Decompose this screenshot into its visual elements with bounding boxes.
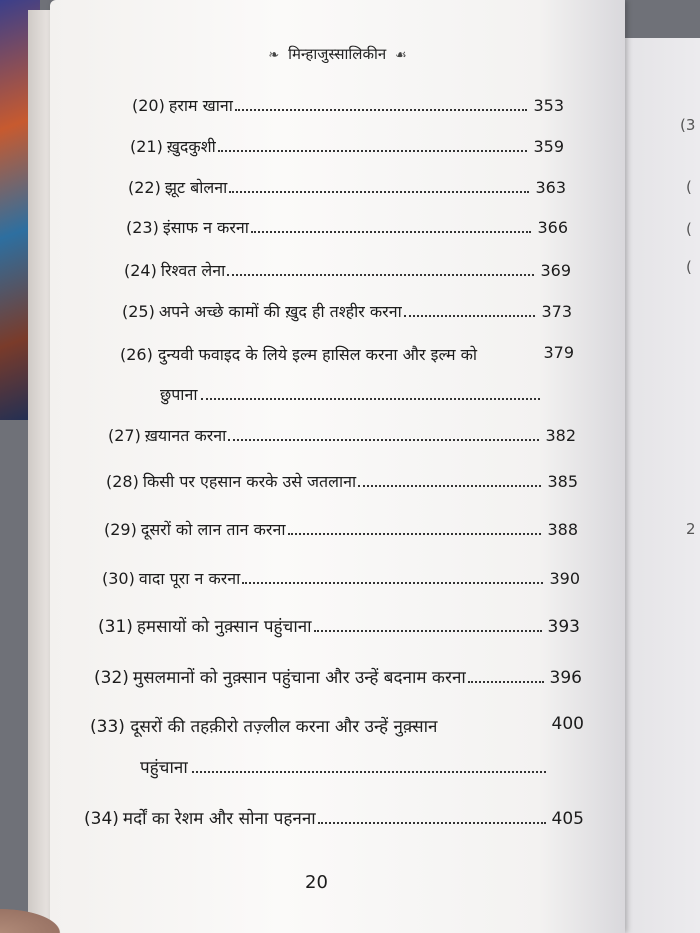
toc-entry (122, 300, 572, 322)
entry-title-line1: दूसरों की तहक़ीरो तज़्लील करना और उन्हें नुक़्सान (130, 717, 438, 737)
entry-page: 385 (547, 472, 578, 491)
entry-number: (23) (126, 218, 159, 237)
leader-dots (228, 439, 539, 441)
leader-dots (468, 681, 544, 683)
leader-dots (201, 398, 540, 400)
entry-page: 393 (547, 617, 580, 637)
entry-title: हराम खाना (168, 96, 233, 115)
entry-title: झूट बोलना (164, 178, 228, 197)
facing-page-fragment: ( (686, 178, 692, 196)
entry-page: 382 (545, 426, 576, 445)
entry-page: 373 (541, 302, 572, 321)
entry-number: (32) (94, 668, 129, 688)
entry-title: ख़यानत करना (144, 426, 227, 445)
toc-entry (102, 567, 580, 589)
toc-entry (98, 614, 580, 637)
ornament-right-icon: ☙ (394, 48, 407, 63)
entry-number: (33) (90, 717, 125, 737)
entry-title-line1: दुन्यवी फवाइद के लिये इल्म हासिल करना और इल्म को (157, 345, 478, 364)
entry-title-line2: छुपाना (160, 385, 198, 404)
entry-number: (30) (102, 569, 135, 588)
entry-title: ख़ुदकुशी (166, 137, 216, 156)
entry-title: किसी पर एहसान करके उसे जतलाना (142, 472, 357, 491)
book-page (50, 0, 625, 933)
entry-page: 366 (537, 218, 568, 237)
book-title: मिन्हाजुस्सालिकीन (288, 45, 387, 63)
toc-entry-multiline (90, 714, 584, 778)
entry-title: रिश्वत लेना (160, 261, 226, 280)
leader-dots (358, 485, 541, 487)
toc-entry (124, 259, 571, 281)
entry-title: मुसलमानों को नुक़्सान पहुंचाना और उन्हें बदनाम करना (132, 668, 466, 688)
toc-entry (94, 665, 582, 688)
leader-dots (251, 231, 532, 233)
entry-number: (34) (84, 809, 119, 829)
entry-title: वादा पूरा न करना (138, 569, 241, 588)
leader-dots (192, 771, 546, 773)
facing-page-fragment: ( (686, 220, 692, 238)
entry-number: (25) (122, 302, 155, 321)
entry-page: 388 (547, 520, 578, 539)
entry-number: (31) (98, 617, 133, 637)
entry-number: (24) (124, 261, 157, 280)
toc-entry (132, 94, 564, 116)
entry-page: 400 (551, 714, 584, 734)
entry-title: हमसायों को नुक़्सान पहुंचाना (136, 617, 312, 637)
entry-title: मर्दों का रेशम और सोना पहनना (122, 809, 316, 829)
leader-dots (318, 822, 546, 824)
entry-number: (26) (120, 345, 153, 364)
toc-entry (128, 176, 566, 198)
entry-number: (20) (132, 96, 165, 115)
entry-number: (21) (130, 137, 163, 156)
toc-entry (84, 806, 584, 829)
entry-number: (29) (104, 520, 137, 539)
leader-dots (235, 109, 528, 111)
toc-entry (108, 424, 576, 446)
entry-page: 390 (549, 569, 580, 588)
leader-dots (404, 315, 536, 317)
ornament-left-icon: ❧ (268, 48, 280, 63)
entry-number: (27) (108, 426, 141, 445)
entry-page: 405 (551, 809, 584, 829)
entry-page: 396 (549, 668, 582, 688)
leader-dots (288, 533, 542, 535)
thumb (0, 905, 70, 933)
entry-title: इंसाफ न करना (162, 218, 249, 237)
toc-entry (106, 470, 578, 492)
leader-dots (227, 274, 534, 276)
facing-page-fragment: (3 (680, 116, 696, 134)
page-number: 20 (305, 872, 328, 893)
leader-dots (314, 630, 542, 632)
running-header (50, 44, 625, 64)
toc-entry (104, 518, 578, 540)
toc-entry-multiline (120, 343, 574, 405)
toc-entry (130, 135, 564, 157)
facing-page-fragment: ( (686, 258, 692, 276)
entry-title: अपने अच्छे कामों की ख़ुद ही तश्हीर करना (158, 302, 402, 321)
leader-dots (218, 150, 528, 152)
leader-dots (242, 582, 543, 584)
entry-number: (28) (106, 472, 139, 491)
entry-number: (22) (128, 178, 161, 197)
entry-page: 369 (540, 261, 571, 280)
facing-page-fragment: 2 (686, 520, 696, 538)
toc-entry (126, 216, 568, 238)
entry-page: 359 (533, 137, 564, 156)
leader-dots (229, 191, 529, 193)
entry-title: दूसरों को लान तान करना (140, 520, 286, 539)
entry-page: 379 (543, 343, 574, 362)
entry-title-line2: पहुंचाना (140, 758, 188, 778)
entry-page: 363 (535, 178, 566, 197)
entry-page: 353 (533, 96, 564, 115)
